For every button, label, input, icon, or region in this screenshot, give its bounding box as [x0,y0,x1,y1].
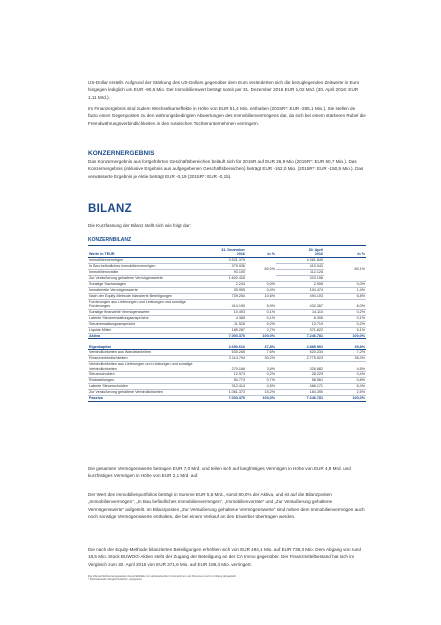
row-pct-2016-dec: 3,9% [246,362,276,372]
header-date-1 [198,248,246,257]
konzernbilanz-rule [88,245,366,246]
row-label: Rückstellungen [88,378,198,384]
row-pct-2016-apr: 100,0% [324,333,366,338]
row-value-2016-apr: 112.126 [276,269,324,275]
row-label: Verbindlichkeiten aus Lieferungen und Leistungen und sonstige Verbindlichkeiten [88,362,198,372]
row-value-2016-dec: 2.650.616 [198,345,246,350]
row-value-2016-apr: 494.103 [276,293,324,299]
row-pct-2016-dec: 7,6% [246,350,276,356]
row-pct-2016-dec: 0,1% [246,309,276,315]
row-pct-2016-apr: 0,0% [324,281,366,287]
row-value-2016-dec: 12.973 [198,372,246,378]
row-value-2016-apr: 184.390 [276,390,324,396]
row-pct-2016-apr: 38,3% [324,356,366,362]
row-value-2016-dec: 25.955 [198,287,246,293]
row-value-2016-apr: 28.229 [276,372,324,378]
row-pct-2016-dec: 10,6% [246,293,276,299]
row-pct-merged-1: 80,0% [246,257,276,281]
row-value-2016-dec: 3.531.379 [198,257,246,263]
row-pct-2016-apr: 0,2% [324,309,366,315]
header-pct-2: in % [324,248,366,257]
summary-paragraph-1: Die gesamten Vermögenswerte betragen EUR 7,0 Mrd. und teilen sich auf langfristiges Vermögen in Höhe von EUR 4,9 Mrd. und kurzfristiges Vermögen in Höhe von EUR 2,1 Mrd. auf. [88,466,351,479]
row-pct-2016-dec: 15,2% [246,390,276,396]
header-date-1-line1: 31. Dezember [221,248,245,252]
row-label: Forderungen aus Lieferungen und Leistungen und sonstige Forderungen [88,299,198,309]
row-value-2016-apr: 13.719 [276,321,324,327]
row-label: In Bau befindliches Immobilienvermögen [88,263,198,269]
konzernergebnis-heading: KONZERNERGEBNIS [88,150,155,157]
row-label: Sonstige finanzielle Vermögenswerte [88,309,198,315]
row-value-2016-dec: 1.602.426 [198,275,246,281]
row-value-2016-dec: 2.243 [198,281,246,287]
row-value-2016-dec: 7.003.376 [198,333,246,338]
summary-paragraph-2: Der Wert des Immobilienportfolios beträgt in Summe EUR 5,6 Mrd., somit 80,0% der Aktiva, und ist auf die Bilanzposten „Immobilienvermögen“, „In Bau befindliches Immobilienvermögen“, „Immobilienvorräte“ und „Zur Veräußerung gehaltene Vermögenswerte“ aufgeteilt. Im Bilanzposten „Zur Veräußerung gehaltene Vermögenswerte“ sind neben dem Immobilienvermögen auch noch sonstige Vermögenswerte enthalten, die bei einem Verkauf an den Erwerber übertragen werden. [88,492,365,520]
table-row [88,362,366,372]
summary-paragraph-3: Die nach der Equity-Methode bilanzierten Beteiligungen erhöhten sich von EUR 494,1 Mio. auf EUR 739,3 Mio. Dem Abgang von rund 18,5 Mio. Stück BUWOG-Aktien steht der Zugang der Beteiligung an der CA Immo gegenüber. Der Finanzmittelbestand hat sich im Vergleich zum 30. April 2016 von EUR 371,6 Mio. auf EUR 189,3 Mio. verringert. [88,547,361,567]
row-value-2016-apr: 432.367 [276,299,324,309]
row-value-2016-apr: 2.775.923 [276,356,324,362]
row-pct-2016-dec: 0,1% [246,315,276,321]
intro-paragraph-1: US-Dollar erstellt. Aufgrund der Stärkung des US-Dollars gegenüber dem Euro veränderten sich die bezuglegenden Zeitwerte in Euro hingegen lediglich um EUR -90,6 Mio. Der Immobilienwert beträgt somit per 31. Dezember 2016 EUR 1,02 Mrd. (30. April 2016: EUR 1,11 Mrd.). [88,80,360,100]
footnote [88,575,366,582]
row-value-2016-dec: 189.287 [198,327,246,333]
row-pct-2016-dec: 5,9% [246,299,276,309]
header-date-2-line1: 30. April [308,248,323,252]
row-pct-2016-apr: 0,1% [324,315,366,321]
row-value-2016-apr: 520.234 [276,350,324,356]
row-value-2016-dec: 2.114.794 [198,356,246,362]
row-label: Finanzverbindlichkeiten [88,356,198,362]
row-value-2016-dec: 7.003.376 [198,396,246,401]
header-date-1-line2: 2016 [236,252,245,257]
row-pct-2016-dec: 30,2% [246,356,276,362]
row-pct-merged-2: 80,1% [324,257,366,281]
intro-paragraph-2: Im Finanzergebnis sind zudem Wechselkurseffekte in Höhe von EUR 51,4 Mio. enthalten (2015R*: EUR -285,1 Mio.). Sie stellen de facto einen Gegenposten zu den währungsbedingten Abwertungen des Immobilienvermögens dar, da sich bei einem stärkeren Rubel die Fremdwährungsverbindlichkeiten in den russischen Tochterunternehmen verringern. [88,106,366,126]
row-pct-2016-dec: 2,7% [246,327,276,333]
row-label: Passiva [88,396,198,401]
row-label: Steuerschulden [88,372,198,378]
row-label: Immobilienvermögen [88,257,198,263]
row-value-2016-apr: 14.110 [276,309,324,315]
row-pct-2016-apr: 6,8% [324,293,366,299]
row-value-2016-apr: 4.361.845 [276,257,324,263]
row-value-2016-apr: 410.043 [276,263,324,269]
row-value-2016-dec: 312.414 [198,384,246,390]
row-pct-2016-apr: 100,0% [324,396,366,401]
row-label: Steuererstattungsansprüche [88,321,198,327]
row-pct-2016-dec: 0,0% [246,281,276,287]
row-pct-2016-apr: 4,5% [324,362,366,372]
balance-sheet-table [88,248,366,402]
row-label: Verbindlichkeiten aus Wandelanleihen [88,350,198,356]
row-label: Latente Steuerschulden [88,384,198,390]
row-label: Nach der Equity-Methode bilanzierte Beteiligungen [88,293,198,299]
row-value-2016-apr: 7.246.781 [276,333,324,338]
row-pct-2016-apr: 39,8% [324,345,366,350]
row-value-2016-apr: 104.474 [276,287,324,293]
row-value-2016-apr: 326.882 [276,362,324,372]
row-label: Immobilienvorräte [88,269,198,275]
row-pct-2016-dec: 0,4% [246,287,276,293]
row-pct-2016-dec: 0,7% [246,378,276,384]
row-value-2016-dec: 379.036 [198,263,246,269]
row-pct-2016-dec: 100,0% [246,396,276,401]
row-value-2016-apr: 323.198 [276,275,324,281]
row-value-2016-dec: 739.254 [198,293,246,299]
footnote-line-2: * Rückwirkende Vergleichszahlen, angepasst [88,578,142,582]
row-value-2016-dec: 530.265 [198,350,246,356]
row-label: Sonstige Sachanlagen [88,281,198,287]
row-label: Liquide Mittel [88,327,198,333]
header-date-2-line2: 2016 [314,252,323,257]
header-date-2 [276,248,324,257]
footnote-line-1: Die offensichtlichen/angepassten Geschäftsfälle mit nahestehenden Unternehmen und Personen sind im Anhang dargestellt. [88,575,237,578]
row-value-2016-dec: 10.493 [198,309,246,315]
header-pct-1: in % [246,248,276,257]
row-label: Zur Veräußerung gehaltene Vermögenswerte [88,275,198,281]
row-value-2016-dec: 50.773 [198,378,246,384]
bilanz-intro: Die Kurzfassung der Bilanz stellt sich wie folgt dar: [88,223,191,228]
row-value-2016-dec: 4.385 [198,315,246,321]
row-pct-2016-dec: 37,8% [246,345,276,350]
konzernergebnis-text: Das Konzernergebnis aus fortgeführten Geschäftsbereichen beläuft sich für 2016R auf EUR 26,9 Mio (2015R*: EUR 60,7 Mio.). Das Konzernergebnis (inklusive Ergebnis aus aufgegebenen Geschäftsbereichen) beträgt EUR -162,0 Mio. (2015R*: EUR -150,5 Mio.). Das verwässerte Ergebnis je Aktie beträgt EUR -0,19 (2015R*: EUR -0,15). [88,159,364,179]
row-label: Latente Steuererstattungsansprüche [88,315,198,321]
row-pct-2016-apr: 6,4% [324,384,366,390]
table-row [88,299,366,309]
row-value-2016-apr: 371.622 [276,327,324,333]
row-label: Aktiva [88,333,198,338]
row-value-2016-apr: 58.961 [276,378,324,384]
row-pct-2016-apr: 2,5% [324,390,366,396]
row-value-2016-apr: 2.908 [276,281,324,287]
row-value-2016-apr: 7.246.781 [276,396,324,401]
row-label: Immaterielle Vermögenswerte [88,287,198,293]
row-pct-2016-dec: 0,2% [246,372,276,378]
row-pct-2016-apr: 5,1% [324,327,366,333]
row-pct-2016-apr: 0,4% [324,372,366,378]
row-pct-2016-apr: 0,2% [324,321,366,327]
row-value-2016-apr: 6.306 [276,315,324,321]
row-value-2016-dec: 93.100 [198,269,246,275]
row-pct-2016-dec: 0,2% [246,321,276,327]
row-value-2016-apr: 466.171 [276,384,324,390]
row-value-2016-dec: 270.168 [198,362,246,372]
row-value-2016-dec: 1.061.373 [198,390,246,396]
bilanz-heading: BILANZ [88,203,132,215]
row-pct-2016-apr: 7,2% [324,350,366,356]
row-pct-2016-apr: 0,8% [324,378,366,384]
header-label: Werte in TEUR [88,248,198,257]
row-pct-2016-apr: 1,4% [324,287,366,293]
row-pct-2016-dec: 4,5% [246,384,276,390]
row-value-2016-dec: 414.190 [198,299,246,309]
row-value-2016-apr: 2.885.991 [276,345,324,350]
table-header-row [88,248,366,257]
passiva-total-row [88,396,366,401]
row-value-2016-dec: 11.526 [198,321,246,327]
konzernbilanz-heading: KONZERNBILANZ [88,237,132,243]
row-label: Zur Veräußerung gehaltene Verbindlichkeiten [88,390,198,396]
row-pct-2016-dec: 100,0% [246,333,276,338]
row-label: Eigenkapital [88,345,198,350]
row-pct-2016-apr: 6,0% [324,299,366,309]
